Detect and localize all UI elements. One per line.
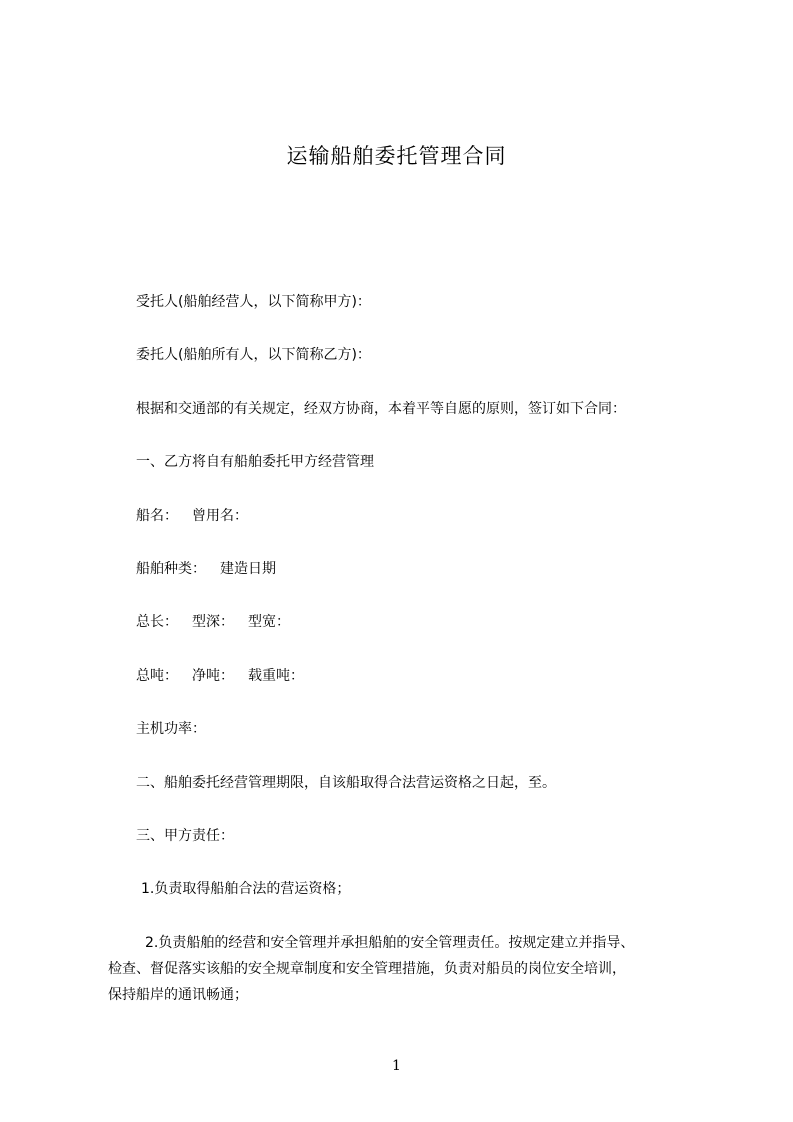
basis-paragraph: 根据和交通部的有关规定，经双方协商，本着平等自愿的原则，签订如下合同： [136,401,626,417]
build-date-label: 建造日期 [220,561,276,577]
section-1-heading: 一、乙方将自有船舶委托甲方经营管理 [136,454,374,470]
dimensions-line [136,611,290,633]
ship-type-line [136,558,276,580]
section-3-item-2-line-2: 检查、督促落实该船的安全规章制度和安全管理措施，负责对船员的岗位安全培训， [108,961,626,977]
deadweight-label: 载重吨： [248,668,304,684]
document-title: 运输船舶委托管理合同 [286,144,507,168]
trustee-line: 受托人(船舶经营人，以下简称甲方)： [136,294,371,310]
net-tonnage-label: 净吨： [192,668,234,684]
ship-type-label: 船舶种类： [136,561,206,577]
section-3-heading: 三、甲方责任： [136,828,234,844]
former-name-label: 曾用名： [192,508,248,524]
gross-tonnage-label: 总吨： [136,668,178,684]
page-number: 1 [392,1058,401,1074]
ship-name-label: 船名： [136,508,178,524]
section-3-item-2-line-3: 保持船岸的通讯畅通； [108,987,248,1003]
section-2-paragraph: 二、船舶委托经营管理期限，自该船取得合法营运资格之日起，至。 [136,775,556,791]
section-3-item-2-line-1: 2.负责船舶的经营和安全管理并承担船舶的安全管理责任。按规定建立并指导、 [145,935,635,951]
width-label: 型宽： [248,614,290,630]
ship-name-line [136,505,248,527]
entrustor-line: 委托人(船舶所有人，以下简称乙方)： [136,347,371,363]
depth-label: 型深： [192,614,234,630]
section-3-item-1: 1.负责取得船舶合法的营运资格； [141,881,351,897]
tonnage-line [136,665,304,687]
length-label: 总长： [136,614,178,630]
engine-power-line: 主机功率： [136,721,206,737]
